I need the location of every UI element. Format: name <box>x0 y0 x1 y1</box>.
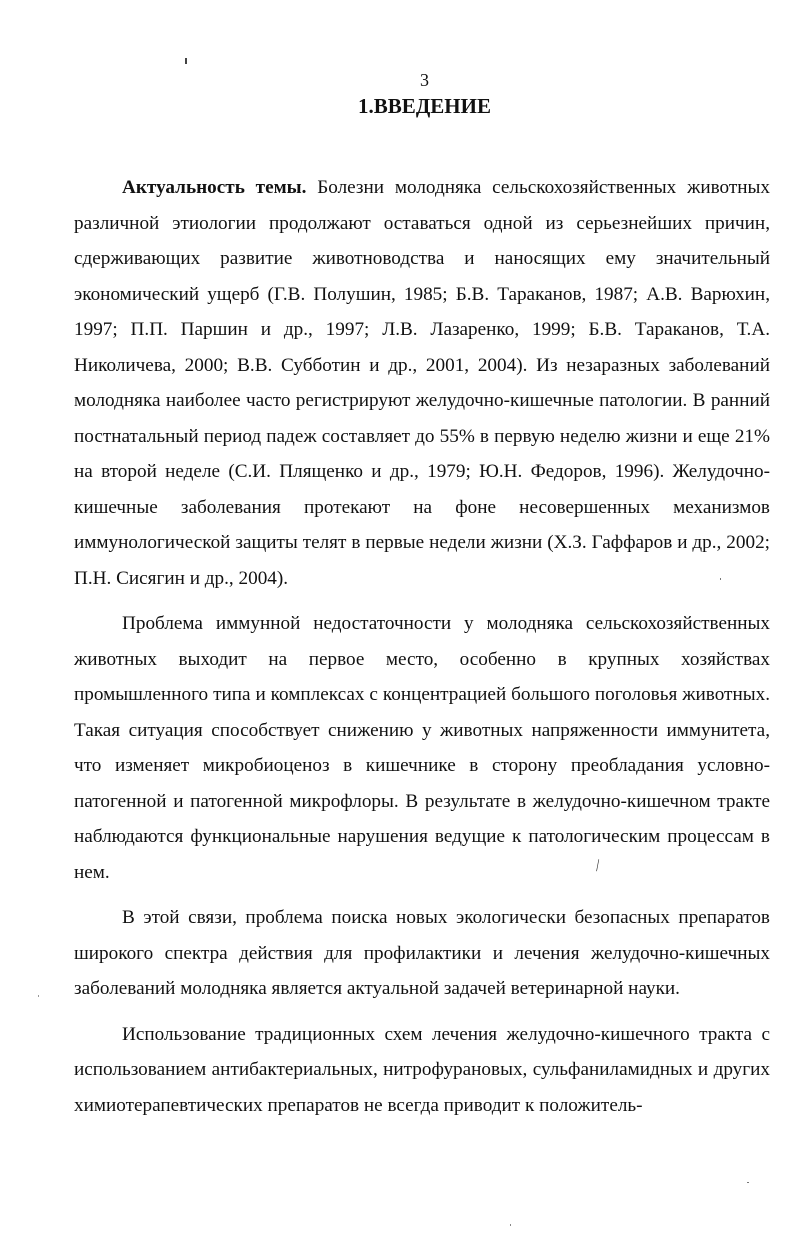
scan-dot <box>720 578 721 580</box>
scan-dot <box>747 1182 749 1183</box>
paragraph-immune-deficiency: Проблема иммунной недостаточности у молодняка сельскохозяйственных животных выходит на первое место, особенно в крупных хозяйствах промышленного типа и комплексах с концентрацией большого поголовья животных. Такая ситуация способствует снижению у животных напряженности иммунитета, что изменяет микробиоценоз в кишечнике в сторону преобладания условно-патогенной и патогенной микрофлоры. В результате в желудочно-кишечном тракте наблюдаются функциональные нарушения ведущие к патологическим процессам в нем. <box>74 613 770 883</box>
body-text <box>74 170 770 1123</box>
scan-dot <box>510 1224 511 1226</box>
paragraph-text: Болезни молодняка сельскохозяйственных животных различной этиологии продолжают оставаться одной из серьезнейших причин, сдерживающих развитие животноводства и наносящих ему значительный экономический ущерб (Г.В. Полушин, 1985; Б.В. Тараканов, 1987; А.В. Варюхин, 1997; П.П. Паршин и др., 1997; Л.В. Лазаренко, 1999; Б.В. Тараканов, Т.А. Николичева, 2000; В.В. Субботин и др., 2001, 2004). Из незаразных заболеваний молодняка наиболее часто регистрируют желудочно-кишечные патологии. В ранний постнатальный период падеж составляет до 55% в первую неделю жизни и еще 21% на второй неделе (С.И. Плященко и др., 1979; Ю.Н. Федоров, 1996). Желудочно-кишечные заболевания протекают на фоне несовершенных механизмов иммунологической защиты телят в первые недели жизни (Х.З. Гаффаров и др., 2002; П.Н. Сисягин и др., 2004). <box>74 177 770 589</box>
paragraph-relevance <box>74 170 770 596</box>
scan-dot <box>38 995 39 997</box>
paragraph-traditional-schemes: Использование традиционных схем лечения желудочно-кишечного тракта с использованием антибактериальных, нитрофурановых, сульфаниламидных и других химиотерапевтических препаратов не всегда приводит к положитель- <box>74 1023 770 1116</box>
scan-mark <box>185 58 187 64</box>
chapter-title: 1.ВВЕДЕНИЕ <box>358 94 491 118</box>
handwritten-comma-mark: ⁄ <box>593 858 603 874</box>
paragraph-new-preparations: В этой связи, проблема поиска новых экологически безопасных препаратов широкого спектра действия для профилактики и лечения желудочно-кишечных заболеваний молодняка является актуальной задачей ветеринарной науки. <box>74 907 770 999</box>
page-number: 3 <box>420 70 429 90</box>
paragraph-lead: Актуальность темы. <box>122 177 307 198</box>
